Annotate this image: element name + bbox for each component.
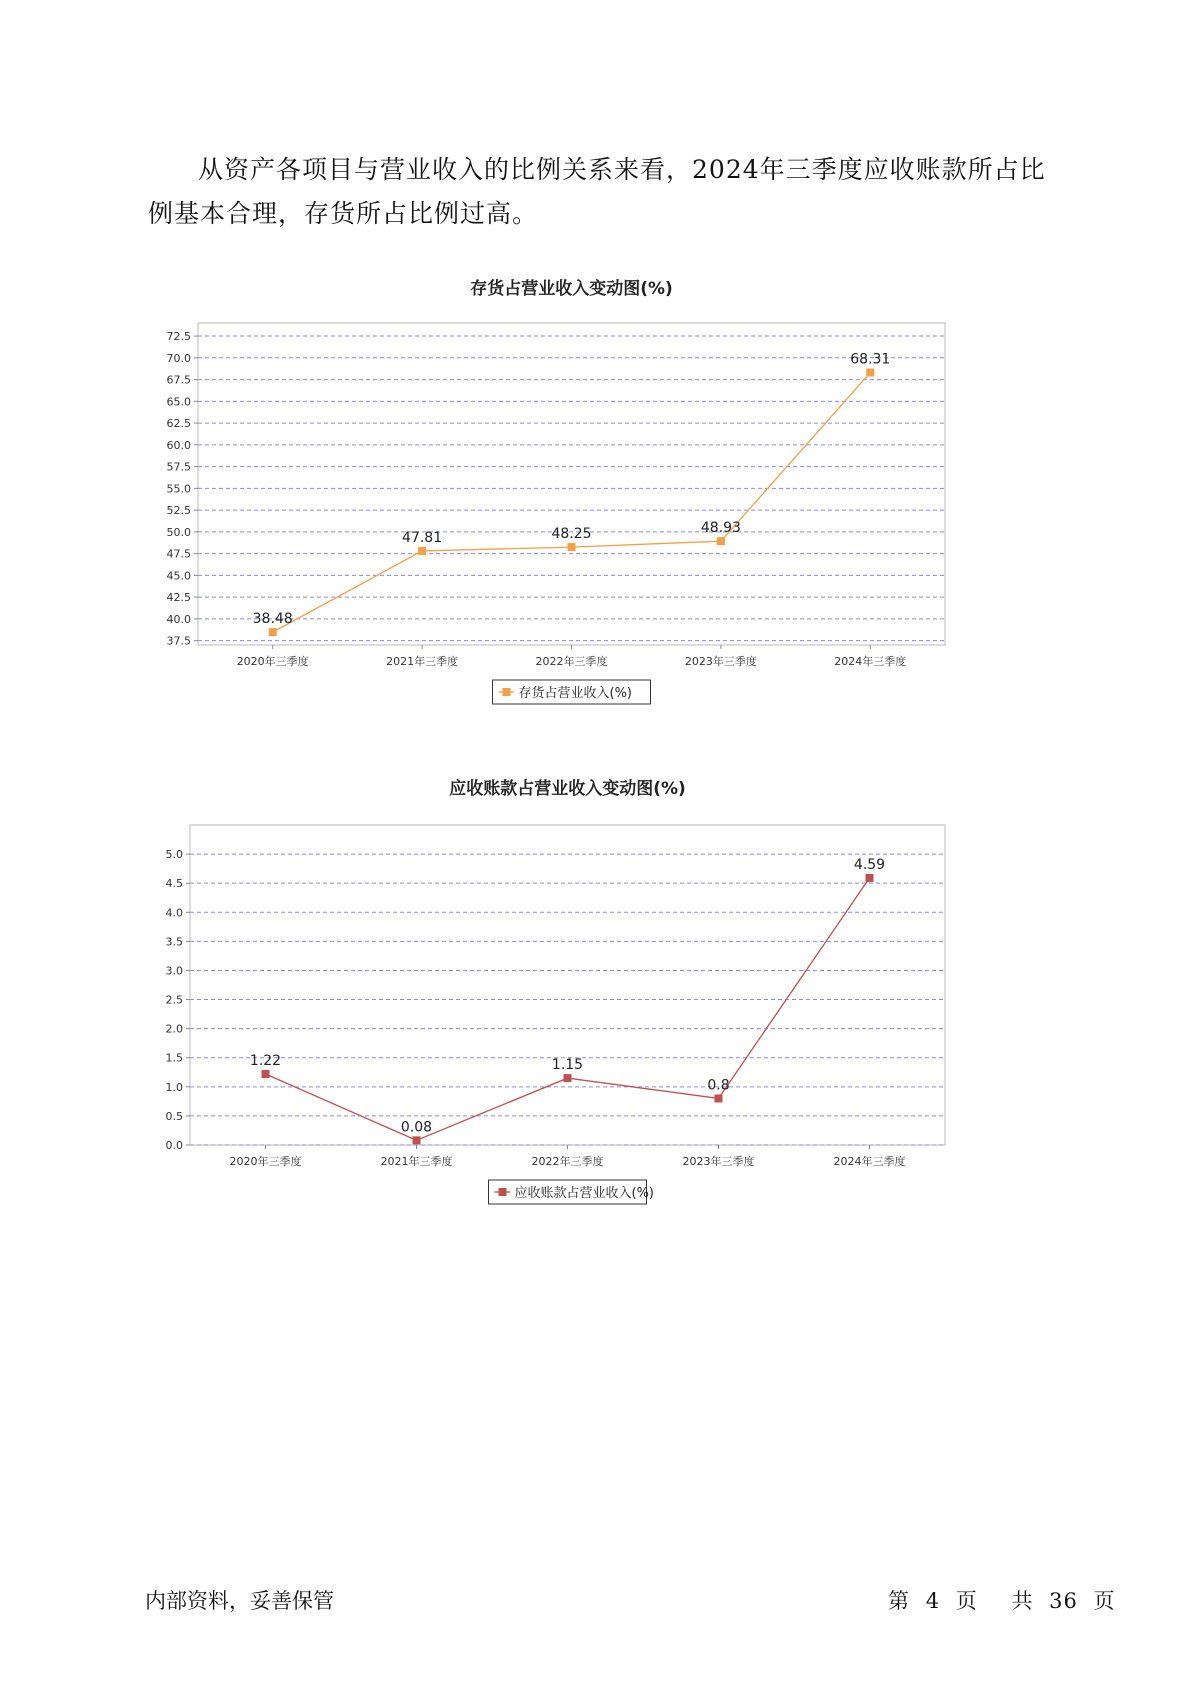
receivables-ratio-chart-svg <box>150 770 1050 1220</box>
legend-label: 应收账款占营业收入(%) <box>514 1186 654 1201</box>
x-tick-label: 2022年三季度 <box>535 655 608 668</box>
data-point <box>269 628 277 636</box>
legend-label: 存货占营业收入(%) <box>518 686 632 701</box>
data-point <box>866 369 874 377</box>
y-tick-label: 65.0 <box>166 395 191 409</box>
data-label: 4.59 <box>853 856 886 873</box>
data-point <box>568 543 576 551</box>
y-tick-label: 3.0 <box>165 964 183 978</box>
y-tick-label: 2.5 <box>165 993 183 1007</box>
x-tick-label: 2022年三季度 <box>531 1155 604 1168</box>
footer-page-info <box>888 1585 1116 1615</box>
data-point <box>262 1070 270 1078</box>
y-tick-label: 5.0 <box>165 848 183 862</box>
legend-marker <box>503 688 511 696</box>
y-tick-label: 37.5 <box>166 634 191 648</box>
chart-title: 存货占营业收入变动图(%) <box>470 279 673 299</box>
y-tick-label: 1.5 <box>165 1051 183 1065</box>
y-tick-label: 55.0 <box>166 482 191 496</box>
y-tick-label: 0.0 <box>165 1139 183 1152</box>
data-label: 1.15 <box>551 1057 584 1074</box>
data-label: 48.25 <box>551 526 592 543</box>
x-tick-label: 2020年三季度 <box>236 655 309 668</box>
data-point <box>717 537 725 545</box>
total-pages: 36 <box>1049 1589 1078 1613</box>
y-tick-label: 72.5 <box>166 330 191 344</box>
total-suffix: 页 <box>1093 1589 1116 1613</box>
y-tick-label: 47.5 <box>166 547 191 561</box>
y-tick-label: 40.0 <box>166 612 191 626</box>
x-tick-label: 2020年三季度 <box>229 1155 302 1168</box>
data-point <box>866 874 874 882</box>
y-tick-label: 2.0 <box>165 1022 183 1036</box>
y-tick-label: 62.5 <box>166 417 191 431</box>
x-tick-label: 2023年三季度 <box>682 1155 755 1168</box>
y-tick-label: 57.5 <box>166 460 191 474</box>
y-tick-label: 1.0 <box>165 1080 183 1094</box>
y-tick-label: 42.5 <box>166 591 191 605</box>
chart-title: 应收账款占营业收入变动图(%) <box>449 779 686 799</box>
data-point <box>418 547 426 555</box>
y-tick-label: 50.0 <box>166 525 191 539</box>
receivables-ratio-chart <box>150 770 1050 1220</box>
page-prefix: 第 <box>888 1589 910 1613</box>
data-label: 48.93 <box>700 520 741 537</box>
data-point <box>413 1136 421 1144</box>
y-tick-label: 0.5 <box>165 1109 183 1123</box>
page-number: 4 <box>925 1589 941 1613</box>
data-label: 68.31 <box>850 351 891 368</box>
page-mid: 页 <box>955 1589 978 1613</box>
data-label: 1.22 <box>249 1053 282 1070</box>
y-tick-label: 45.0 <box>166 569 191 583</box>
data-label: 0.8 <box>707 1077 730 1094</box>
x-tick-label: 2023年三季度 <box>684 655 757 668</box>
plot-area <box>190 825 945 1145</box>
y-tick-label: 52.5 <box>166 504 191 518</box>
x-tick-label: 2021年三季度 <box>386 655 459 668</box>
total-prefix: 共 <box>1011 1589 1034 1613</box>
y-tick-label: 4.5 <box>165 877 183 891</box>
legend-marker <box>499 1188 507 1196</box>
body-paragraph: 从资产各项目与营业收入的比例关系来看，2024年三季度应收账款所占比例基本合理，存货所占比例过高。 <box>148 155 1046 228</box>
footer-confidential-note: 内部资料，妥善保管 <box>145 1589 334 1613</box>
data-point <box>564 1074 572 1082</box>
x-tick-label: 2021年三季度 <box>380 1155 453 1168</box>
y-tick-label: 67.5 <box>166 373 191 387</box>
data-point <box>715 1094 723 1102</box>
y-tick-label: 70.0 <box>166 351 191 365</box>
y-tick-label: 60.0 <box>166 438 191 452</box>
x-tick-label: 2024年三季度 <box>834 655 907 668</box>
data-label: 47.81 <box>402 529 443 546</box>
y-tick-label: 3.5 <box>165 935 183 949</box>
data-label: 0.08 <box>400 1119 433 1136</box>
inventory-ratio-chart <box>150 270 1050 720</box>
inventory-ratio-chart-svg <box>150 270 1050 720</box>
y-tick-label: 4.0 <box>165 906 183 920</box>
x-tick-label: 2024年三季度 <box>833 1155 906 1168</box>
data-label: 38.48 <box>252 611 293 628</box>
